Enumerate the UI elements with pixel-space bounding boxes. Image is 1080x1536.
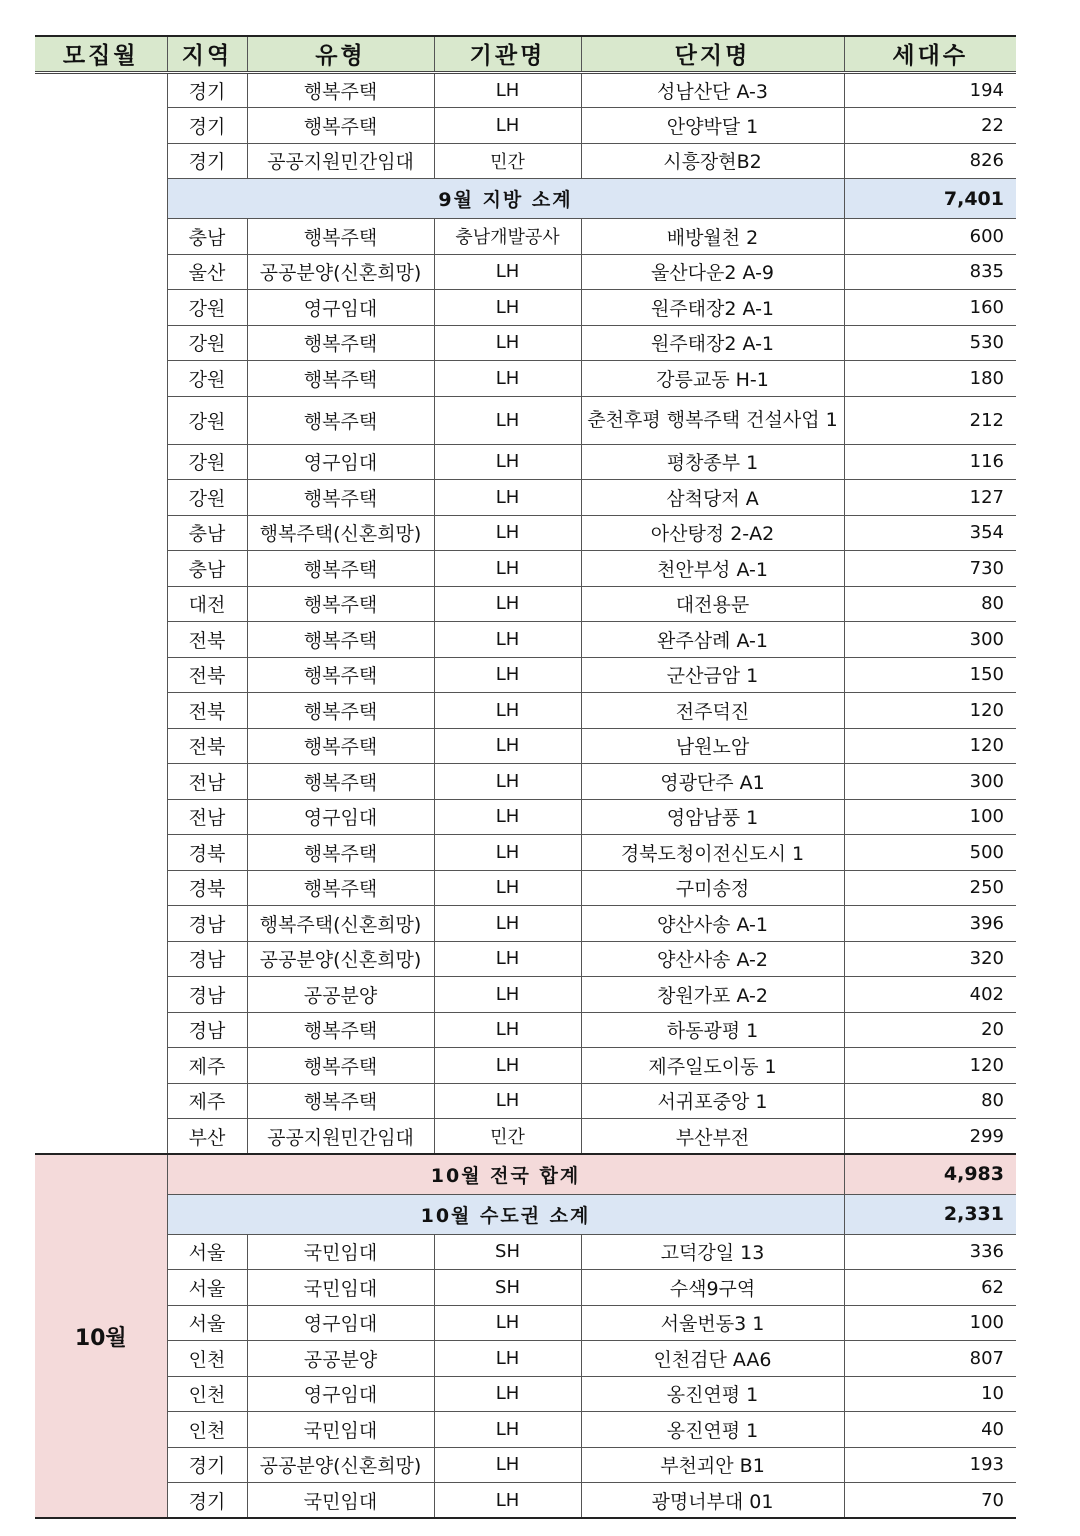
agency-cell: LH (434, 657, 581, 693)
subtotal-row (35, 1194, 1016, 1234)
complex-cell: 원주태장2 A-1 (581, 325, 844, 361)
housing-recruitment-table (35, 35, 1016, 1519)
agency-cell: LH (434, 1048, 581, 1084)
region-cell: 전남 (167, 764, 247, 800)
units-cell: 10 (844, 1376, 1016, 1412)
units-cell: 299 (844, 1119, 1016, 1155)
type-cell: 행복주택 (247, 622, 434, 658)
complex-cell: 인천검단 AA6 (581, 1341, 844, 1377)
header-region: 지역 (167, 36, 247, 72)
complex-cell: 경북도청이전신도시 1 (581, 835, 844, 871)
units-cell: 116 (844, 444, 1016, 480)
agency-cell: LH (434, 72, 581, 108)
units-cell: 354 (844, 515, 1016, 551)
table-row (35, 72, 1016, 108)
table-row (35, 1447, 1016, 1483)
units-cell: 320 (844, 941, 1016, 977)
subtotal-units: 7,401 (844, 179, 1016, 219)
table-row (35, 108, 1016, 144)
complex-cell: 수색9구역 (581, 1270, 844, 1306)
agency-cell: LH (434, 941, 581, 977)
complex-cell: 옹진연평 1 (581, 1412, 844, 1448)
agency-cell: 충남개발공사 (434, 219, 581, 255)
type-cell: 공공분양 (247, 1341, 434, 1377)
units-cell: 20 (844, 1012, 1016, 1048)
type-cell: 공공분양(신혼희망) (247, 941, 434, 977)
table-row (35, 941, 1016, 977)
complex-cell: 영광단주 A1 (581, 764, 844, 800)
region-cell: 대전 (167, 586, 247, 622)
units-cell: 212 (844, 396, 1016, 444)
type-cell: 행복주택(신혼희망) (247, 515, 434, 551)
region-cell: 경북 (167, 835, 247, 871)
type-cell: 영구임대 (247, 1376, 434, 1412)
table-row (35, 254, 1016, 290)
subtotal-units: 2,331 (844, 1194, 1016, 1234)
complex-cell: 시흥장현B2 (581, 143, 844, 179)
agency-cell: LH (434, 693, 581, 729)
type-cell: 행복주택 (247, 72, 434, 108)
header-units: 세대수 (844, 36, 1016, 72)
table-row (35, 1376, 1016, 1412)
region-cell: 전북 (167, 622, 247, 658)
total-row (35, 1154, 1016, 1194)
region-cell: 인천 (167, 1376, 247, 1412)
region-cell: 부산 (167, 1119, 247, 1155)
agency-cell: LH (434, 1447, 581, 1483)
table-row (35, 1412, 1016, 1448)
complex-cell: 제주일도이동 1 (581, 1048, 844, 1084)
table-row (35, 1270, 1016, 1306)
complex-cell: 하동광평 1 (581, 1012, 844, 1048)
region-cell: 충남 (167, 551, 247, 587)
units-cell: 193 (844, 1447, 1016, 1483)
type-cell: 국민임대 (247, 1412, 434, 1448)
agency-cell: 민간 (434, 1119, 581, 1155)
region-cell: 강원 (167, 325, 247, 361)
units-cell: 180 (844, 361, 1016, 397)
complex-cell: 배방월천 2 (581, 219, 844, 255)
type-cell: 행복주택 (247, 551, 434, 587)
units-cell: 70 (844, 1483, 1016, 1519)
table-row (35, 143, 1016, 179)
region-cell: 경남 (167, 977, 247, 1013)
agency-cell: LH (434, 551, 581, 587)
table-row (35, 515, 1016, 551)
type-cell: 행복주택 (247, 325, 434, 361)
complex-cell: 영암남풍 1 (581, 799, 844, 835)
agency-cell: SH (434, 1270, 581, 1306)
units-cell: 250 (844, 870, 1016, 906)
complex-cell: 양산사송 A-1 (581, 906, 844, 942)
type-cell: 공공지원민간임대 (247, 1119, 434, 1155)
region-cell: 서울 (167, 1234, 247, 1270)
agency-cell: LH (434, 515, 581, 551)
agency-cell: LH (434, 799, 581, 835)
table-row (35, 657, 1016, 693)
agency-cell: LH (434, 1412, 581, 1448)
region-cell: 경기 (167, 143, 247, 179)
agency-cell: LH (434, 870, 581, 906)
region-cell: 경남 (167, 1012, 247, 1048)
units-cell: 40 (844, 1412, 1016, 1448)
units-cell: 600 (844, 219, 1016, 255)
complex-cell: 고덕강일 13 (581, 1234, 844, 1270)
type-cell: 공공분양(신혼희망) (247, 1447, 434, 1483)
complex-cell: 원주태장2 A-1 (581, 290, 844, 326)
table-row (35, 977, 1016, 1013)
agency-cell: LH (434, 290, 581, 326)
units-cell: 300 (844, 622, 1016, 658)
type-cell: 행복주택 (247, 586, 434, 622)
type-cell: 행복주택 (247, 764, 434, 800)
units-cell: 120 (844, 693, 1016, 729)
complex-cell: 서울번동3 1 (581, 1305, 844, 1341)
complex-cell: 아산탕정 2-A2 (581, 515, 844, 551)
units-cell: 826 (844, 143, 1016, 179)
agency-cell: SH (434, 1234, 581, 1270)
units-cell: 194 (844, 72, 1016, 108)
table-row (35, 1048, 1016, 1084)
table-row (35, 728, 1016, 764)
type-cell: 국민임대 (247, 1270, 434, 1306)
region-cell: 경기 (167, 1447, 247, 1483)
type-cell: 행복주택 (247, 1048, 434, 1084)
units-cell: 120 (844, 1048, 1016, 1084)
agency-cell: LH (434, 728, 581, 764)
units-cell: 807 (844, 1341, 1016, 1377)
units-cell: 835 (844, 254, 1016, 290)
table-row (35, 480, 1016, 516)
complex-cell: 천안부성 A-1 (581, 551, 844, 587)
complex-cell: 전주덕진 (581, 693, 844, 729)
type-cell: 행복주택(신혼희망) (247, 906, 434, 942)
type-cell: 행복주택 (247, 835, 434, 871)
type-cell: 영구임대 (247, 290, 434, 326)
units-cell: 500 (844, 835, 1016, 871)
region-cell: 경기 (167, 108, 247, 144)
table-row (35, 1012, 1016, 1048)
type-cell: 공공분양 (247, 977, 434, 1013)
region-cell: 전북 (167, 728, 247, 764)
table-row (35, 693, 1016, 729)
complex-cell: 완주삼례 A-1 (581, 622, 844, 658)
region-cell: 전북 (167, 693, 247, 729)
agency-cell: LH (434, 1305, 581, 1341)
table-row (35, 361, 1016, 397)
region-cell: 서울 (167, 1305, 247, 1341)
units-cell: 530 (844, 325, 1016, 361)
region-cell: 제주 (167, 1048, 247, 1084)
subtotal-row (35, 179, 1016, 219)
table-header-row (35, 36, 1016, 72)
region-cell: 전남 (167, 799, 247, 835)
table-row (35, 325, 1016, 361)
units-cell: 300 (844, 764, 1016, 800)
agency-cell: LH (434, 1483, 581, 1519)
type-cell: 국민임대 (247, 1483, 434, 1519)
region-cell: 경남 (167, 941, 247, 977)
total-label: 10월 전국 합계 (167, 1154, 844, 1194)
region-cell: 강원 (167, 361, 247, 397)
complex-cell: 삼척당저 A (581, 480, 844, 516)
type-cell: 행복주택 (247, 480, 434, 516)
region-cell: 전북 (167, 657, 247, 693)
table-row (35, 1119, 1016, 1155)
type-cell: 공공지원민간임대 (247, 143, 434, 179)
table-row (35, 870, 1016, 906)
complex-cell: 춘천후평 행복주택 건설사업 1 (581, 396, 844, 444)
complex-cell: 창원가포 A-2 (581, 977, 844, 1013)
subtotal-label: 9월 지방 소계 (167, 179, 844, 219)
subtotal-label: 10월 수도권 소계 (167, 1194, 844, 1234)
table-row (35, 906, 1016, 942)
month-cell-october: 10월 (35, 1154, 167, 1518)
units-cell: 396 (844, 906, 1016, 942)
units-cell: 150 (844, 657, 1016, 693)
units-cell: 402 (844, 977, 1016, 1013)
region-cell: 강원 (167, 444, 247, 480)
agency-cell: LH (434, 586, 581, 622)
type-cell: 행복주택 (247, 396, 434, 444)
region-cell: 충남 (167, 515, 247, 551)
complex-cell: 부산부전 (581, 1119, 844, 1155)
type-cell: 행복주택 (247, 1083, 434, 1119)
agency-cell: LH (434, 1376, 581, 1412)
complex-cell: 양산사송 A-2 (581, 941, 844, 977)
table-row (35, 551, 1016, 587)
agency-cell: LH (434, 444, 581, 480)
units-cell: 100 (844, 1305, 1016, 1341)
complex-cell: 남원노암 (581, 728, 844, 764)
region-cell: 강원 (167, 396, 247, 444)
type-cell: 행복주택 (247, 361, 434, 397)
table-row (35, 1305, 1016, 1341)
units-cell: 120 (844, 728, 1016, 764)
region-cell: 인천 (167, 1341, 247, 1377)
total-units: 4,983 (844, 1154, 1016, 1194)
type-cell: 행복주택 (247, 657, 434, 693)
type-cell: 행복주택 (247, 693, 434, 729)
agency-cell: LH (434, 1012, 581, 1048)
complex-cell: 옹진연평 1 (581, 1376, 844, 1412)
table-row (35, 1483, 1016, 1519)
type-cell: 영구임대 (247, 1305, 434, 1341)
table-row (35, 835, 1016, 871)
agency-cell: LH (434, 835, 581, 871)
units-cell: 160 (844, 290, 1016, 326)
agency-cell: LH (434, 622, 581, 658)
month-cell-september (35, 72, 167, 1154)
complex-cell: 평창종부 1 (581, 444, 844, 480)
table-row (35, 586, 1016, 622)
units-cell: 80 (844, 586, 1016, 622)
agency-cell: 민간 (434, 143, 581, 179)
complex-cell: 대전용문 (581, 586, 844, 622)
agency-cell: LH (434, 108, 581, 144)
complex-cell: 군산금암 1 (581, 657, 844, 693)
agency-cell: LH (434, 906, 581, 942)
agency-cell: LH (434, 764, 581, 800)
header-complex: 단지명 (581, 36, 844, 72)
type-cell: 국민임대 (247, 1234, 434, 1270)
region-cell: 경남 (167, 906, 247, 942)
table-row (35, 1234, 1016, 1270)
units-cell: 730 (844, 551, 1016, 587)
units-cell: 22 (844, 108, 1016, 144)
table-row (35, 444, 1016, 480)
region-cell: 제주 (167, 1083, 247, 1119)
type-cell: 영구임대 (247, 799, 434, 835)
complex-cell: 구미송정 (581, 870, 844, 906)
complex-cell: 광명너부대 01 (581, 1483, 844, 1519)
table-row (35, 622, 1016, 658)
table-row (35, 290, 1016, 326)
complex-cell: 서귀포중앙 1 (581, 1083, 844, 1119)
agency-cell: LH (434, 361, 581, 397)
units-cell: 336 (844, 1234, 1016, 1270)
units-cell: 62 (844, 1270, 1016, 1306)
table-row (35, 799, 1016, 835)
type-cell: 행복주택 (247, 1012, 434, 1048)
type-cell: 행복주택 (247, 108, 434, 144)
region-cell: 경기 (167, 72, 247, 108)
region-cell: 인천 (167, 1412, 247, 1448)
agency-cell: LH (434, 254, 581, 290)
region-cell: 강원 (167, 290, 247, 326)
table-row (35, 396, 1016, 444)
units-cell: 100 (844, 799, 1016, 835)
agency-cell: LH (434, 325, 581, 361)
region-cell: 경북 (167, 870, 247, 906)
type-cell: 행복주택 (247, 870, 434, 906)
table-row (35, 1341, 1016, 1377)
region-cell: 울산 (167, 254, 247, 290)
type-cell: 공공분양(신혼희망) (247, 254, 434, 290)
region-cell: 강원 (167, 480, 247, 516)
agency-cell: LH (434, 977, 581, 1013)
complex-cell: 강릉교동 H-1 (581, 361, 844, 397)
agency-cell: LH (434, 1083, 581, 1119)
table-row (35, 219, 1016, 255)
complex-cell: 울산다운2 A-9 (581, 254, 844, 290)
complex-cell: 성남산단 A-3 (581, 72, 844, 108)
header-recruit-month: 모집월 (35, 36, 167, 72)
agency-cell: LH (434, 1341, 581, 1377)
table-row (35, 1083, 1016, 1119)
header-agency: 기관명 (434, 36, 581, 72)
region-cell: 충남 (167, 219, 247, 255)
units-cell: 127 (844, 480, 1016, 516)
agency-cell: LH (434, 480, 581, 516)
type-cell: 행복주택 (247, 728, 434, 764)
complex-cell: 부천괴안 B1 (581, 1447, 844, 1483)
region-cell: 서울 (167, 1270, 247, 1306)
units-cell: 80 (844, 1083, 1016, 1119)
complex-cell: 안양박달 1 (581, 108, 844, 144)
type-cell: 영구임대 (247, 444, 434, 480)
header-type: 유형 (247, 36, 434, 72)
type-cell: 행복주택 (247, 219, 434, 255)
agency-cell: LH (434, 396, 581, 444)
region-cell: 경기 (167, 1483, 247, 1519)
table-row (35, 764, 1016, 800)
